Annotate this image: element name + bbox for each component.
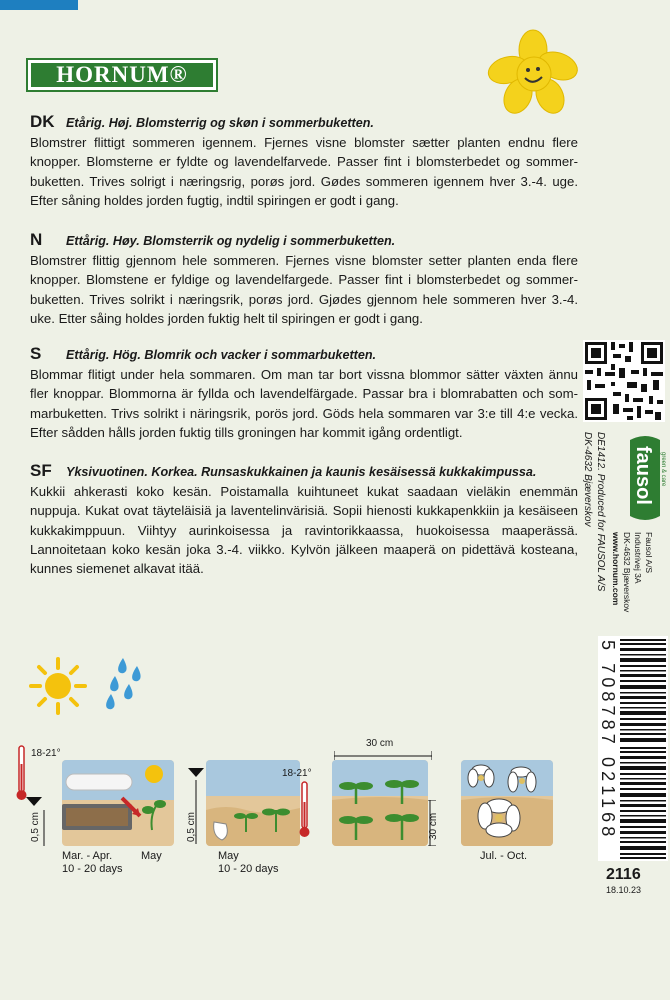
producer-web: www.hornum.com (611, 532, 621, 606)
panel-flowering (461, 760, 553, 846)
caption-4: Jul. - Oct. (480, 850, 528, 862)
section-code: S (30, 344, 42, 363)
section-subtitle: Ettårig. Høy. Blomsterrik og nydelig i sommerbuketten. (66, 234, 396, 248)
panel-indoor-sowing (62, 760, 174, 846)
barcode-bars (620, 639, 666, 859)
indoor-sowing-illustration-icon (62, 760, 174, 846)
section-subtitle: Ettårig. Hög. Blomrik och vacker i sommarbuketten. (66, 348, 377, 362)
spacing-arrow-icon (334, 748, 432, 760)
sun-icon (28, 656, 88, 716)
article-number: 2116 (606, 866, 641, 883)
producer-line1: DE1412. Produced for FAUSOL A/S (595, 432, 606, 592)
caption-2a: May (218, 850, 239, 862)
section-body: Blommar flitigt under hela sommaren. Om man tar bort vissna blommor sätter växten ännu fler knoppar. Blommorna är fyllda och lavendelfärgade. Passar bra i blomrabatten och sommarbuketten. Trivs solrikt i näringsrik, porös jord. Göds hela sommaren var 3:e till 4:e vecka. Efter sådden hålls jorden fuktig tills groningen har kommit igång ordentligt. (30, 367, 578, 440)
spacing-label: 30 cm (366, 738, 394, 749)
caption-1a: Mar. - Apr. (62, 850, 113, 862)
barcode (598, 636, 668, 861)
section-code: N (30, 230, 43, 249)
caption-1b: 10 - 20 days (62, 863, 123, 875)
section-sf (30, 461, 578, 578)
caption-2b: 10 - 20 days (218, 863, 279, 875)
water-drops-icon (103, 656, 145, 714)
fausol-name: fausol (632, 446, 654, 505)
section-dk (30, 112, 578, 210)
caption-1c: May (141, 850, 162, 862)
brand-name: HORNUM® (31, 63, 213, 87)
temp-label-1: 18-21° (31, 748, 61, 759)
section-code: DK (30, 112, 55, 131)
producer-addr1: Fausol A/S (644, 532, 654, 574)
section-subtitle: Etårig. Høj. Blomsterrig og skøn i sommerbuketten. (66, 116, 374, 130)
thermometer-2-icon (298, 780, 312, 840)
fausol-tagline: green & care (660, 452, 666, 487)
panel-transplant (332, 760, 428, 846)
section-body: Blomstrer flittig gjennom hele sommeren. Fjernes visne blomster setter planten enda flere knopper. Blomstene er fyldige og lavendelfargede. Passer fint i blomsterbedet og sommerbuketten. Trives solrikt i næringsrik, porøs jord. Gjødes gjennom hele sommeren hver 3.-4. uke. Etter såing holdes jorden fuktig helt til spiringen er godt i gang. (30, 253, 578, 326)
flowering-illustration-icon (461, 760, 553, 846)
fausol-logo (622, 432, 668, 524)
row-spacing-label: 30 cm (428, 812, 439, 840)
print-date: 18.10.23 (606, 885, 642, 895)
section-s (30, 344, 578, 442)
producer-line2: DK-4632 Bjæverskov (582, 432, 593, 527)
transplant-illustration-icon (332, 760, 428, 846)
depth-label-2: 0,5 cm (186, 811, 197, 842)
producer-addr2: Industrivej 3A (633, 532, 643, 584)
barcode-digits: 5 708787 021168 (598, 640, 618, 841)
section-n (30, 230, 578, 328)
depth-label-1: 0,5 cm (30, 811, 41, 842)
section-body: Kukkii ahkerasti koko kesän. Poistamalla kuihtuneet kukat saadaan vieläkin enemmän nuppuja. Kukat ovat täyteläisiä ja laventelinvärisiä. Sopii hienosti kukkapenkkiin ja kesäiseen kukkakimppuun. Viihtyy aurinkoisessa ja ravintorikkaassa, huokoisessa maaperässä. Lannoitetaan koko kesän joka 3.-4. viikko. Kylvön jälkeen maaperä on pidettävä kosteana, kunnes siemenet alkavat itää. (30, 484, 578, 577)
temp-label-2: 18-21° (282, 768, 312, 779)
section-subtitle: Yksivuotinen. Korkea. Runsaskukkainen ja kaunis kesäisessä kukkakimpussa. (66, 465, 537, 479)
producer-addr3: DK-4632 Bjæverskov (622, 532, 632, 613)
brand-logo (26, 58, 218, 92)
top-color-bar (0, 0, 78, 10)
flower-mascot-icon (484, 26, 582, 116)
section-body: Blomstrer flittigt sommeren igennem. Fjernes visne blomster sætter planten endnu flere knopper. Blomsterne er fyldte og lavendelfarvede. Passer fint i blomsterbedet og sommerbuketten. Trives solrigt i næringsrig, porøs jord. Gødes sommeren igennem hver 3.-4. uge. Efter såning holdes jorden fugtig, indtil spiringen er godt i gang. (30, 135, 578, 208)
qr-code-icon (583, 340, 665, 422)
section-code: SF (30, 461, 52, 480)
